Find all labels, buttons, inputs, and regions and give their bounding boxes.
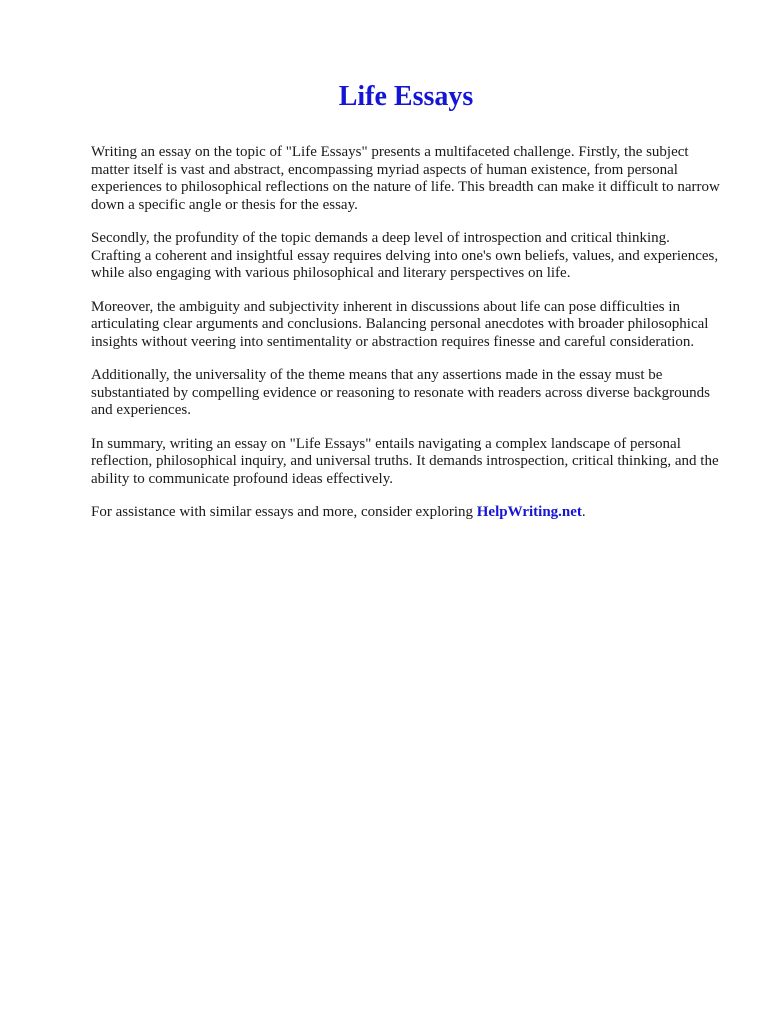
paragraph-additionally: Additionally, the universality of the theme means that any assertions made in the essay must be substantiated by compelling evidence or reasoning to resonate with readers across diverse backgrounds and experiences. [91, 367, 710, 418]
closing-paragraph [91, 504, 721, 522]
closing-text: For assistance with similar essays and more, consider exploring [91, 504, 477, 520]
document-page [91, 80, 721, 538]
page-title: Life Essays [338, 81, 474, 112]
paragraph-secondly: Secondly, the profundity of the topic demands a deep level of introspection and critical thinking. Crafting a coherent and insightful essay requires delving into one's own beliefs, values, and experiences, while also engaging with various philosophical and literary perspectives on life. [91, 230, 719, 281]
paragraph-summary: In summary, writing an essay on "Life Essays" entails navigating a complex landscape of personal reflection, philosophical inquiry, and universal truths. It demands introspection, critical thinking, and the ability to communicate profound ideas effectively. [91, 435, 719, 487]
paragraph-moreover: Moreover, the ambiguity and subjectivity inherent in discussions about life can pose difficulties in articulating clear arguments and conclusions. Balancing personal anecdotes with broader philosophical insights without veering into sentimentality or abstraction requires finesse and careful consideration. [91, 298, 709, 350]
helpwriting-link[interactable]: HelpWriting.net [476, 504, 582, 520]
closing-period: . [581, 504, 586, 520]
paragraph-intro: Writing an essay on the topic of "Life Essays" presents a multifaceted challenge. Firstly, the subject matter itself is vast and abstract, encompassing myriad aspects of human existence, from personal experiences to philosophical reflections on the nature of life. This breadth can make it difficult to narrow down a specific angle or thesis for the essay. [91, 144, 720, 213]
